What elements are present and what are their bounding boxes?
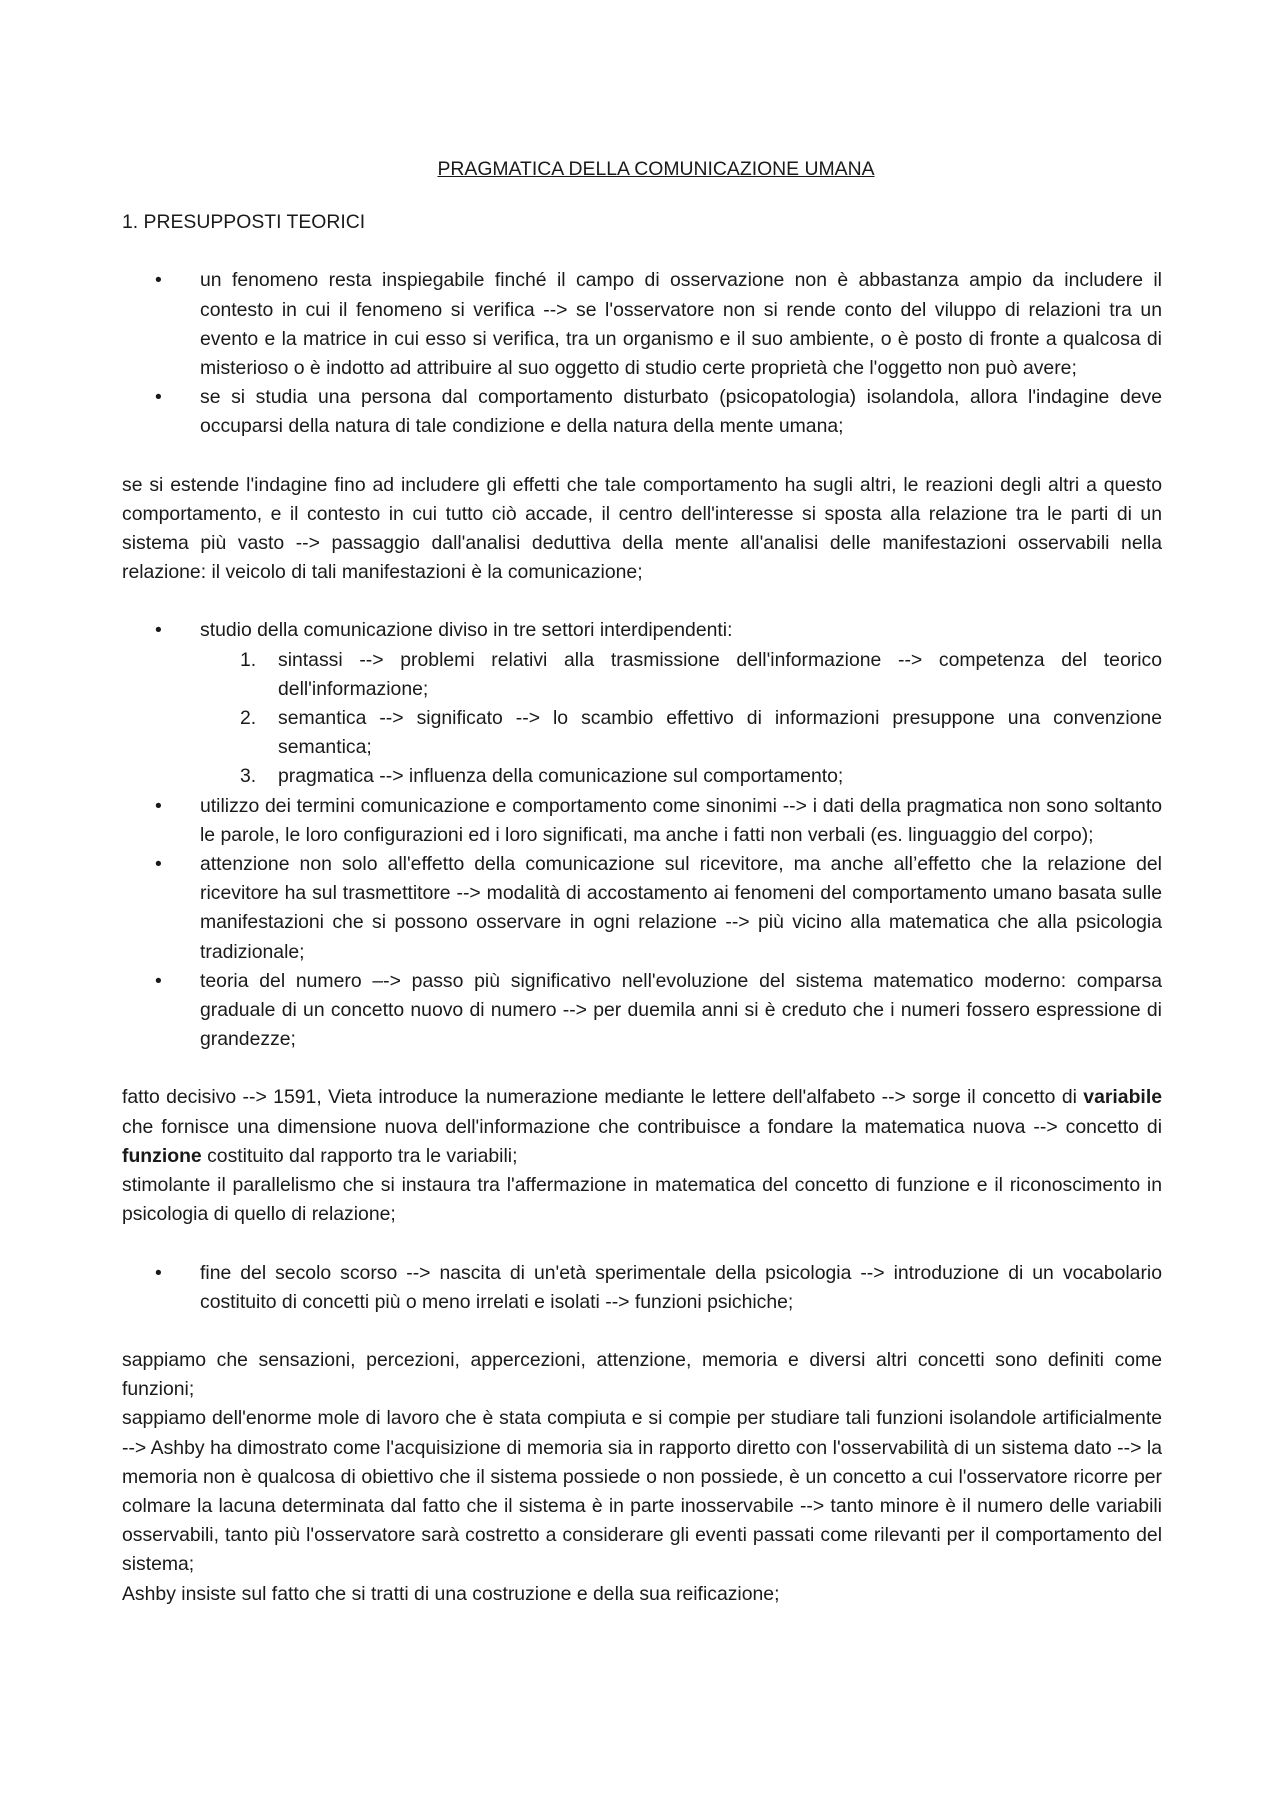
paragraph: sappiamo che sensazioni, percezioni, appercezioni, attenzione, memoria e diversi altri concetti sono definiti come funzioni; — [122, 1348, 1162, 1401]
bullet-item: • teoria del numero –-> passo più significativo nell'evoluzione del sistema matematico moderno: comparsa graduale di un concetto nuovo di numero --> per duemila anni si è creduto che i numeri fossero espressione di grandezze; — [200, 967, 1162, 1055]
bullet-list-communication — [122, 616, 1162, 1054]
bullet-item: • utilizzo dei termini comunicazione e comportamento come sinonimi --> i dati della pragmatica non sono soltanto le parole, le loro configurazioni ed i loro significati, ma anche i fatti non verbali (es. linguaggio del corpo); — [200, 792, 1162, 850]
item-text: pragmatica --> influenza della comunicazione sul comportamento; — [278, 765, 844, 788]
bold-term: variabile — [1083, 1086, 1162, 1109]
text-run: costituito dal rapporto tra le variabili; — [201, 1144, 518, 1167]
numbered-item — [240, 704, 1162, 762]
paragraph-gap — [122, 587, 1162, 616]
bullet-item — [200, 616, 1162, 791]
item-number: 3. — [240, 765, 257, 788]
item-text: sintassi --> problemi relativi alla trasmissione dell'informazione --> competenza del teorico dell'informazione; — [278, 648, 1162, 700]
paragraph-gap — [122, 1054, 1162, 1083]
bullet-list-premises — [122, 266, 1162, 441]
paragraph: sappiamo dell'enorme mole di lavoro che è stata compiuta e si compie per studiare tali funzioni isolandole artificialmente --> Ashby ha dimostrato come l'acquisizione di memoria sia in rapporto diretto con l'osservabilità di un sistema dato --> la memoria non è qualcosa di obiettivo che il sistema possiede o non possiede, è un concetto a cui l'osservatore ricorre per colmare la lacuna determinata dal fatto che il sistema è in parte inosservabile --> tanto minore è il numero delle variabili osservabili, tanto più l'osservatore sarà costretto a considerare gli eventi passati come rilevanti per il comportamento del sistema; — [122, 1407, 1162, 1576]
numbered-item — [240, 646, 1162, 704]
paragraph-gap — [122, 442, 1162, 471]
item-number: 1. — [240, 648, 257, 671]
bullet-item: • un fenomeno resta inspiegabile finché il campo di osservazione non è abbastanza ampio da includere il contesto in cui il fenomeno si verifica --> se l'osservatore non si rende conto del viluppo di relazioni tra un evento e la matrice in cui esso si verifica, tra un organismo e il suo ambiente, o è posto di fronte a qualcosa di misterioso o è indotto ad attribuire al suo oggetto di studio certe proprietà che l'oggetto non può avere; — [200, 266, 1162, 383]
paragraph: se si estende l'indagine fino ad includere gli effetti che tale comportamento ha sugli altri, le reazioni degli altri a questo comportamento, e il contesto in cui tutto ciò accade, il centro dell'interesse si sposta alla relazione tra le parti di un sistema più vasto --> passaggio dall'analisi deduttiva della mente all'analisi delle manifestazioni osservabili nella relazione: il veicolo di tali manifestazioni è la comunicazione; — [122, 473, 1162, 584]
bullet-item: • se si studia una persona dal comportamento disturbato (psicopatologia) isolandola, allora l'indagine deve occuparsi della natura di tale condizione e della natura della mente umana; — [200, 383, 1162, 441]
item-text: semantica --> significato --> lo scambio effettivo di informazioni presuppone una convenzione semantica; — [278, 707, 1162, 759]
paragraph-gap — [122, 1317, 1162, 1346]
item-number: 2. — [240, 707, 257, 730]
text-run: fatto decisivo --> 1591, Vieta introduce la numerazione mediante le lettere dell'alfabeto --> sorge il concetto di — [122, 1086, 1084, 1109]
bold-term: funzione — [122, 1144, 202, 1167]
bullet-text: studio della comunicazione diviso in tre settori interdipendenti: — [200, 619, 733, 642]
section-heading: 1. PRESUPPOSTI TEORICI — [122, 211, 366, 234]
bullet-list-psychology — [122, 1259, 1162, 1317]
numbered-list-sectors — [200, 646, 1162, 792]
bullet-item: • attenzione non solo all'effetto della comunicazione sul ricevitore, ma anche all’effetto che la relazione del ricevitore ha sul trasmettitore --> modalità di accostamento ai fenomeni del comportamento umano basata sulle manifestazioni che si possono osservare in ogni relazione --> più vicino alla matematica che alla psicologia tradizionale; — [200, 850, 1162, 967]
paragraph-gap — [122, 1230, 1162, 1259]
numbered-item — [240, 762, 1162, 791]
document-title: PRAGMATICA DELLA COMUNICAZIONE UMANA — [437, 158, 875, 180]
text-run: che fornisce una dimensione nuova dell'informazione che contribuisce a fondare la matematica nuova --> concetto di — [122, 1115, 1162, 1138]
paragraph: stimolante il parallelismo che si instaura tra l'affermazione in matematica del concetto di funzione e il riconoscimento in psicologia di quello di relazione; — [122, 1174, 1162, 1226]
paragraph: Ashby insiste sul fatto che si tratti di una costruzione e della sua reificazione; — [122, 1582, 780, 1605]
paragraph — [122, 1083, 1162, 1171]
bullet-item: • fine del secolo scorso --> nascita di un'età sperimentale della psicologia --> introduzione di un vocabolario costituito di concetti più o meno irrelati e isolati --> funzioni psichiche; — [200, 1259, 1162, 1317]
